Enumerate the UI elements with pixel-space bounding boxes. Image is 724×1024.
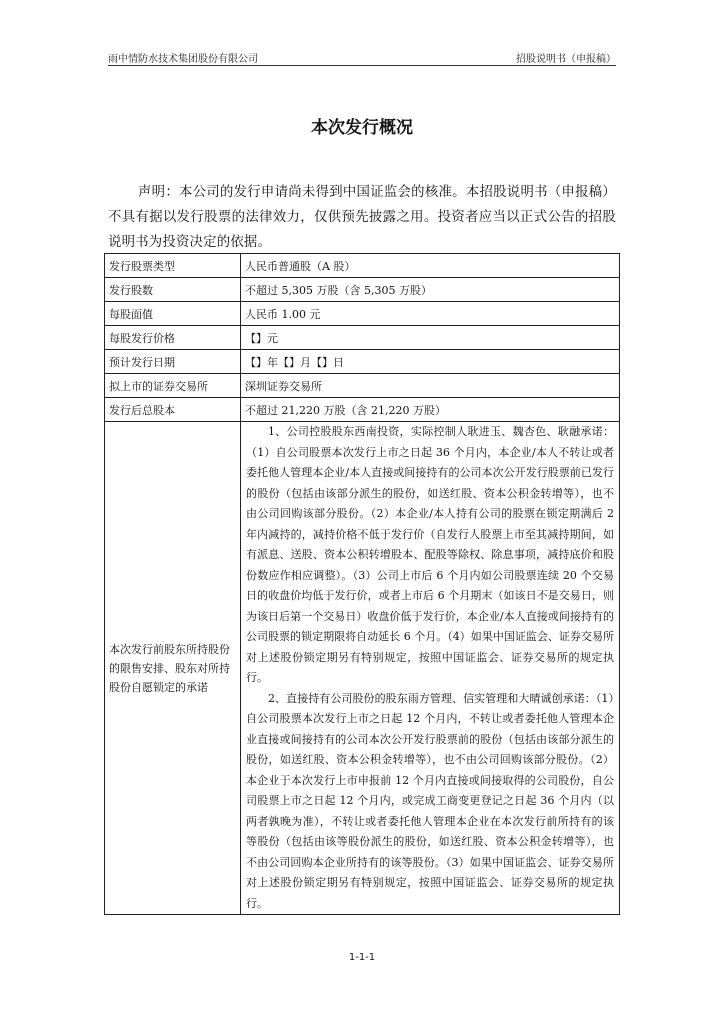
row-value: 不超过 5,305 万股（含 5,305 万股） <box>241 278 620 302</box>
lockup-commitments <box>241 422 620 915</box>
header-document-type: 招股说明书（申报稿） <box>516 54 616 65</box>
page-title: 本次发行概况 <box>311 118 413 138</box>
row-label: 发行股数 <box>105 278 241 302</box>
table-row <box>105 326 620 350</box>
row-label: 发行后总股本 <box>105 398 241 422</box>
table-row <box>105 278 620 302</box>
table-row <box>105 302 620 326</box>
row-value: 深圳证券交易所 <box>241 374 620 398</box>
header-rule <box>108 65 616 66</box>
row-value: 【】年【】月【】日 <box>241 350 620 374</box>
row-value: 人民币普通股（A 股） <box>241 254 620 278</box>
table-row <box>105 254 620 278</box>
lockup-paragraph-2: 2、直接持有公司股份的股东雨方管理、信实管理和大晴诚创承诺：（1）自公司股票本次发行上市之日起 12 个月内，不转让或者委托他人管理本企业直接或间接持有的公司本次公开发行股票前的股份（包括由该部分派生的股份，如送红股、资本公积金转增等），也不由公司回购该部分股份。（2）本企业于本次发行上市申报前 12 个月内直接或间接取得的公司股份，自公司股票上市之日起 12 个月内，或完成工商变更登记之日起 36 个月内（以两者孰晚为准），不转让或者委托他人管理本企业在本次发行前所持有的该等股份（包括由该等股份派生的股份，如送红股、资本公积金转增等），也不由公司回购本企业所持有的该等股份。（3）如果中国证监会、证券交易所对上述股份锁定期另有特别规定，按照中国证监会、证券交易所的规定执行。 <box>246 691 614 910</box>
table-row <box>105 398 620 422</box>
row-label: 每股发行价格 <box>105 326 241 350</box>
offering-overview-table <box>104 253 620 915</box>
table-row <box>105 374 620 398</box>
row-label: 拟上市的证券交易所 <box>105 374 241 398</box>
row-label: 发行股票类型 <box>105 254 241 278</box>
page-number: 1-1-1 <box>348 952 376 963</box>
table-row-lockup <box>105 422 620 915</box>
row-value: 【】元 <box>241 326 620 350</box>
disclaimer-statement: 声明：本公司的发行申请尚未得到中国证监会的核准。本招股说明书（申报稿）不具有据以发行股票的法律效力，仅供预先披露之用。投资者应当以正式公告的招股说明书为投资决定的依据。 <box>108 185 616 251</box>
row-label: 预计发行日期 <box>105 350 241 374</box>
page-header <box>108 50 616 66</box>
row-value: 人民币 1.00 元 <box>241 302 620 326</box>
row-label: 每股面值 <box>105 302 241 326</box>
header-company-name: 雨中情防水技术集团股份有限公司 <box>108 54 258 65</box>
table-row <box>105 350 620 374</box>
lockup-paragraph-1: 1、公司控股股东西南投资，实际控制人耿进玉、魏杏色、耿融承诺：（1）自公司股票本次发行上市之日起 36 个月内，本企业/本人不转让或者委托他人管理本企业/本人直接或间接持有的公司本次公开发行股票前已发行的股份（包括由该部分派生的股份，如送红股、资本公积金转增等），也不由公司回购该部分股份。（2）本企业/本人持有公司的股票在锁定期满后 2 年内减持的，减持价格不低于发行价（自发行人股票上市至其减持期间，如有派息、送股、资本公积转增股本、配股等除权、除息事项，减持底价和股份数应作相应调整）。（3）公司上市后 6 个月内如公司股票连续 20 个交易日的收盘价均低于发行价，或者上市后 6 个月期末（如该日不是交易日，则为该日后第一个交易日）收盘价低于发行价，本企业/本人直接或间接持有的公司股票的锁定期限将自动延长 6 个月。（4）如果中国证监会、证券交易所对上述股份锁定期另有特别规定，按照中国证监会、证券交易所的规定执行。 <box>246 425 614 684</box>
row-value: 不超过 21,220 万股（含 21,220 万股） <box>241 398 620 422</box>
lockup-label: 本次发行前股东所持股份的限售安排、股东对所持股份自愿锁定的承诺 <box>105 422 241 915</box>
